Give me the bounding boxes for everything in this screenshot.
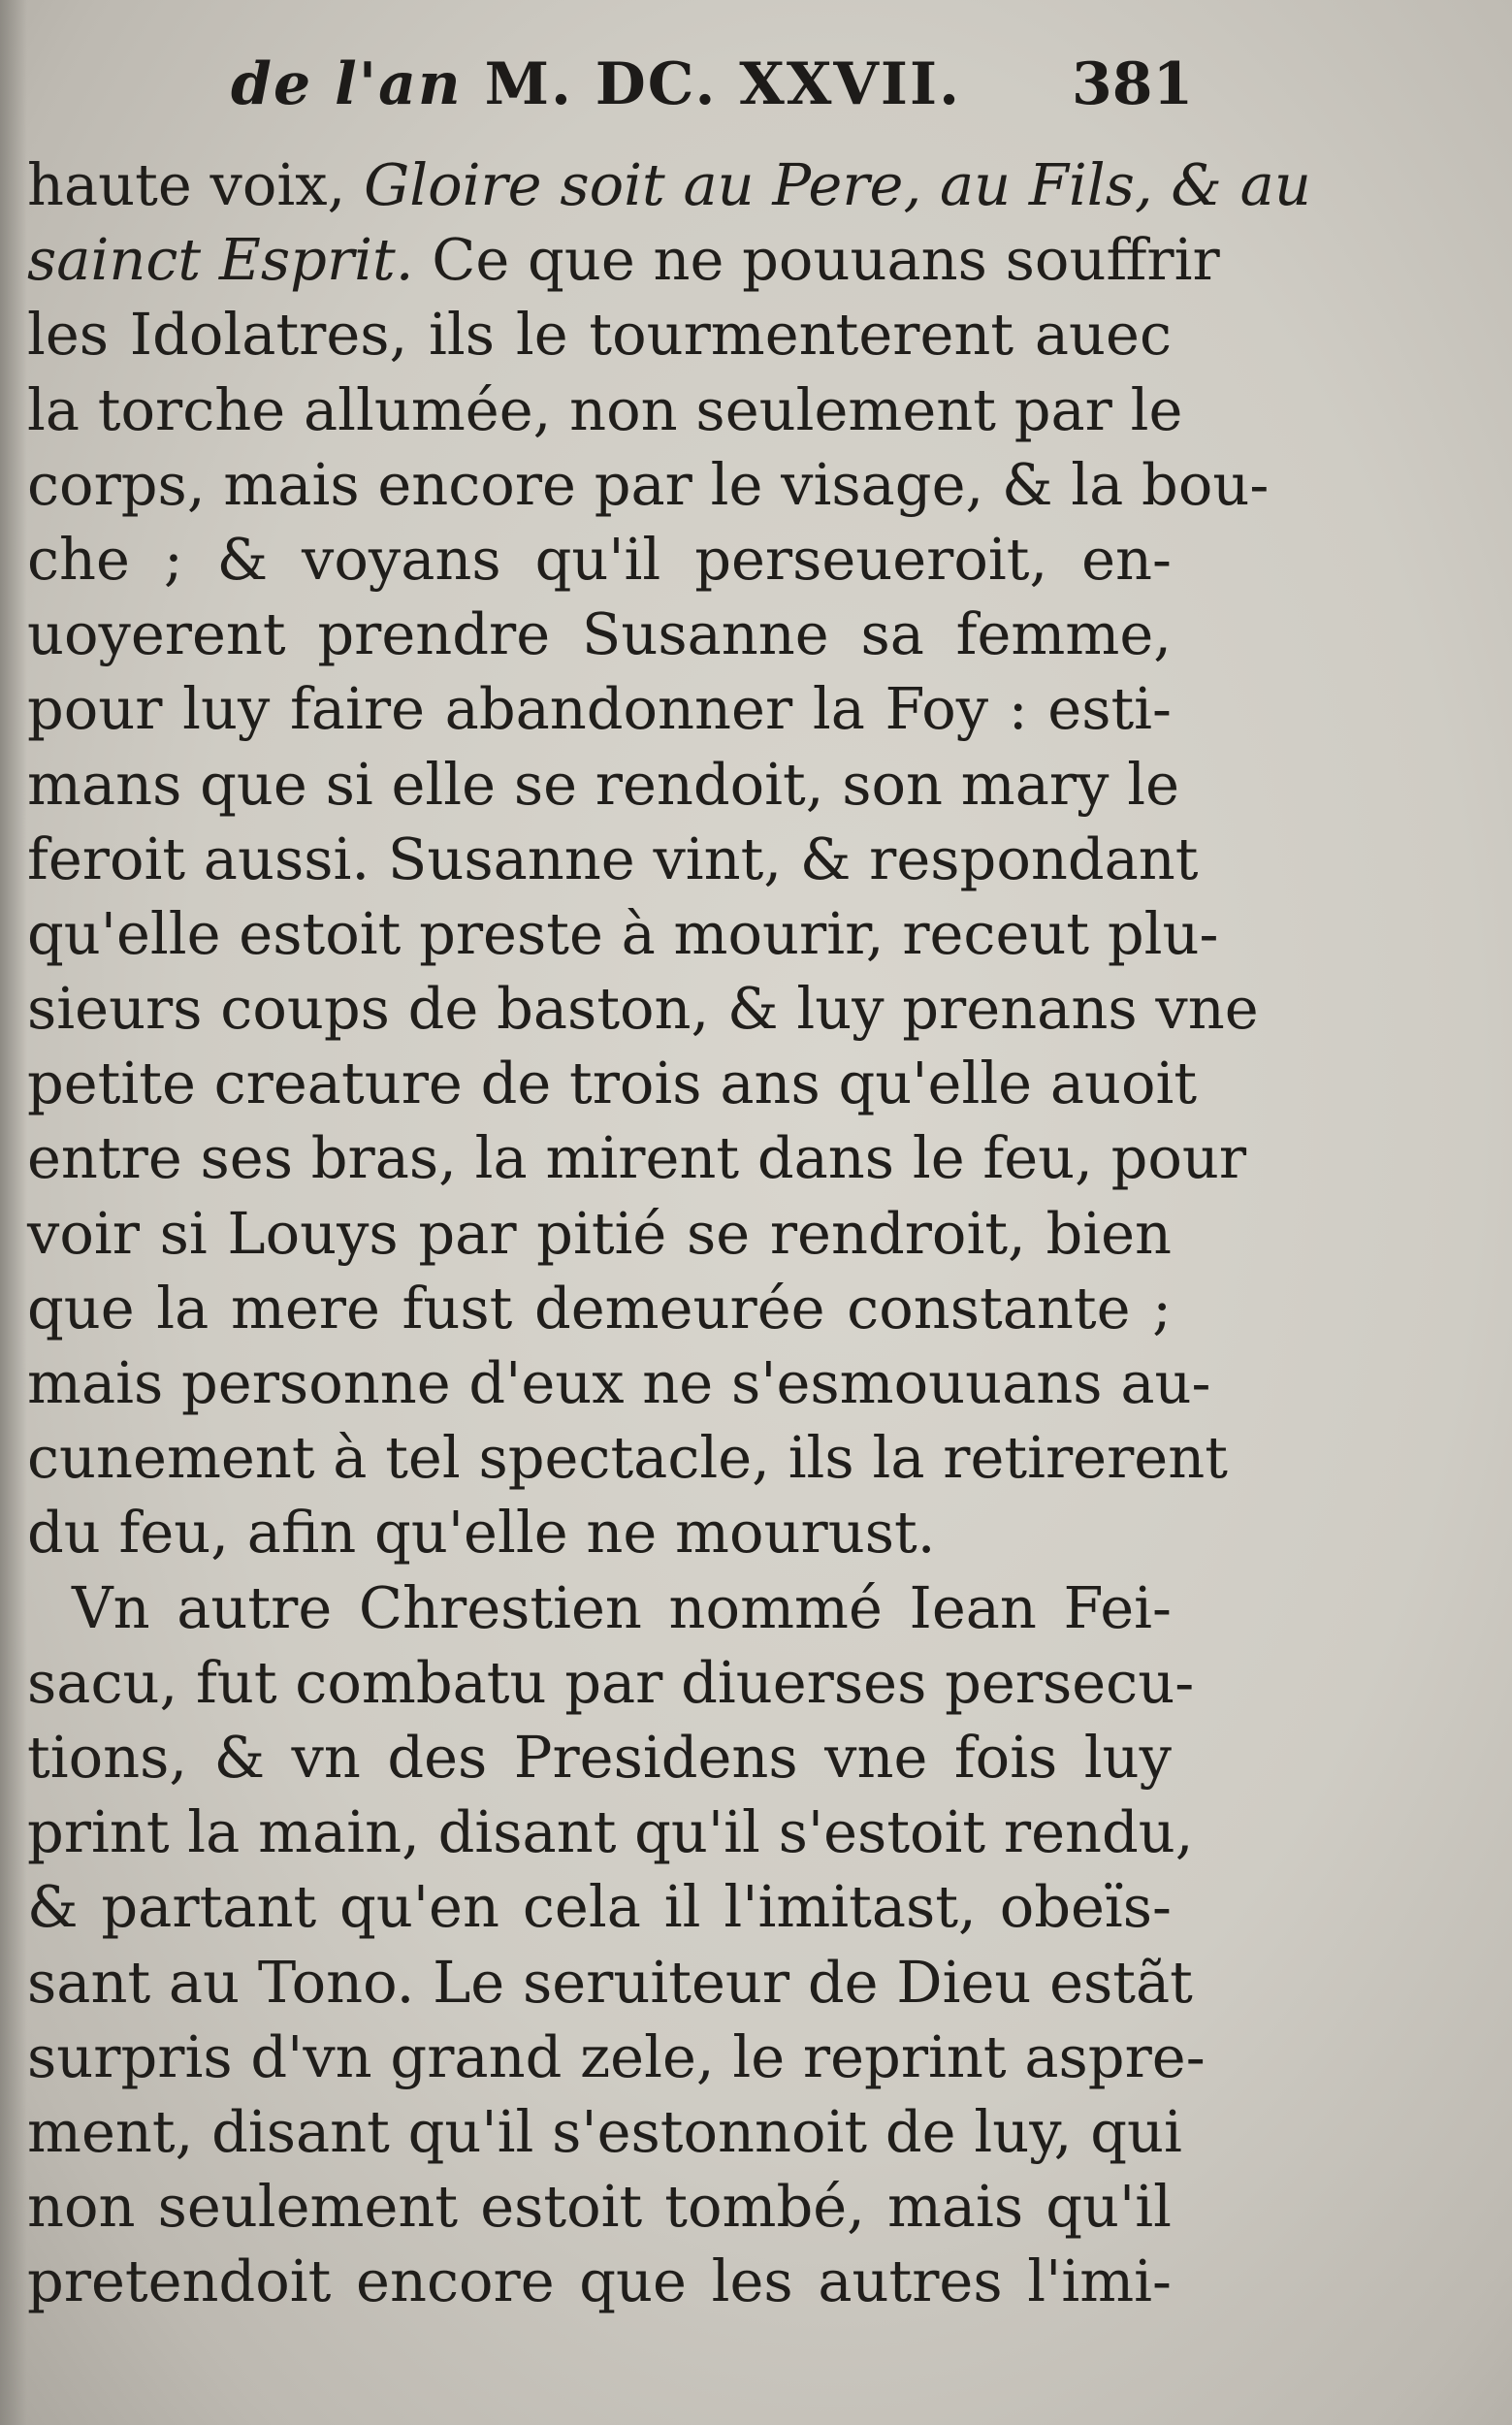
- text-line: uoyerent prendre Susanne sa femme,: [27, 600, 1172, 668]
- text-line: les Idolatres, ils le tourmenterent auec: [27, 301, 1172, 369]
- text-line: tions, & vn des Presidens vne fois luy: [27, 1723, 1172, 1791]
- text-line: Vn autre Chrestien nommé Iean Fei-: [72, 1573, 1172, 1641]
- text-line: du feu, afin qu'elle ne mourust.: [27, 1499, 936, 1567]
- text-line: [27, 147, 1311, 222]
- text-line: voir si Louys par pitié se rendroit, bien: [27, 1199, 1172, 1267]
- text-line: sant au Tono. Le seruiteur de Dieu estãt: [27, 1948, 1193, 2016]
- text-line: pretendoit encore que les autres l'imi-: [27, 2247, 1172, 2315]
- text-line: ment, disant qu'il s'estonnoit de luy, qui: [27, 2097, 1182, 2165]
- page-number: 381: [1072, 50, 1194, 118]
- text-line: non seulement estoit tombé, mais qu'il: [27, 2173, 1172, 2241]
- running-head: [231, 50, 961, 118]
- text-segment: Ce que ne pouuans souffrir: [413, 226, 1220, 294]
- text-line: cunement à tel spectacle, ils la retirerent: [27, 1424, 1228, 1492]
- running-head-year: M. DC. XXVII.: [462, 50, 961, 118]
- text-line: corps, mais encore par le visage, & la bou-: [27, 450, 1270, 518]
- text-line: petite creature de trois ans qu'elle auoit: [27, 1050, 1198, 1117]
- text-line: [27, 222, 1220, 297]
- text-line: qu'elle estoit preste à mourir, receut plu-: [27, 899, 1219, 967]
- text-line: & partant qu'en cela il l'imitast, obeïs-: [27, 1873, 1172, 1941]
- text-segment: haute voix,: [27, 151, 365, 218]
- text-line: que la mere fust demeurée constante ;: [27, 1274, 1172, 1342]
- text-line: mans que si elle se rendoit, son mary le: [27, 750, 1180, 818]
- text-line: feroit aussi. Susanne vint, & respondant: [27, 824, 1199, 892]
- paragraph-2: [27, 1570, 1206, 2319]
- italic-segment: sainct Esprit.: [27, 226, 414, 294]
- text-line: la torche allumée, non seulement par le: [27, 375, 1183, 443]
- text-line: pour luy faire abandonner la Foy : esti-: [27, 675, 1172, 743]
- text-line: print la main, disant qu'il s'estoit rendu,: [27, 1798, 1194, 1866]
- paragraph-1: [27, 147, 1311, 1570]
- text-line: entre ses bras, la mirent dans le feu, pour: [27, 1124, 1247, 1192]
- text-line: sieurs coups de baston, & luy prenans vne: [27, 975, 1259, 1043]
- running-head-italic: de l'an: [231, 50, 463, 118]
- page-gutter-shadow: [0, 0, 27, 2425]
- text-line: mais personne d'eux ne s'esmouuans au-: [27, 1349, 1211, 1416]
- italic-segment: Gloire soit au Pere, au Fils, & au: [364, 151, 1311, 218]
- text-line: surpris d'vn grand zele, le reprint aspre-: [27, 2022, 1206, 2090]
- body-text: [27, 147, 1311, 2318]
- page-header: [0, 50, 1512, 128]
- text-line: sacu, fut combatu par diuerses persecu-: [27, 1648, 1195, 1716]
- text-line: che ; & voyans qu'il perseueroit, en-: [27, 525, 1172, 593]
